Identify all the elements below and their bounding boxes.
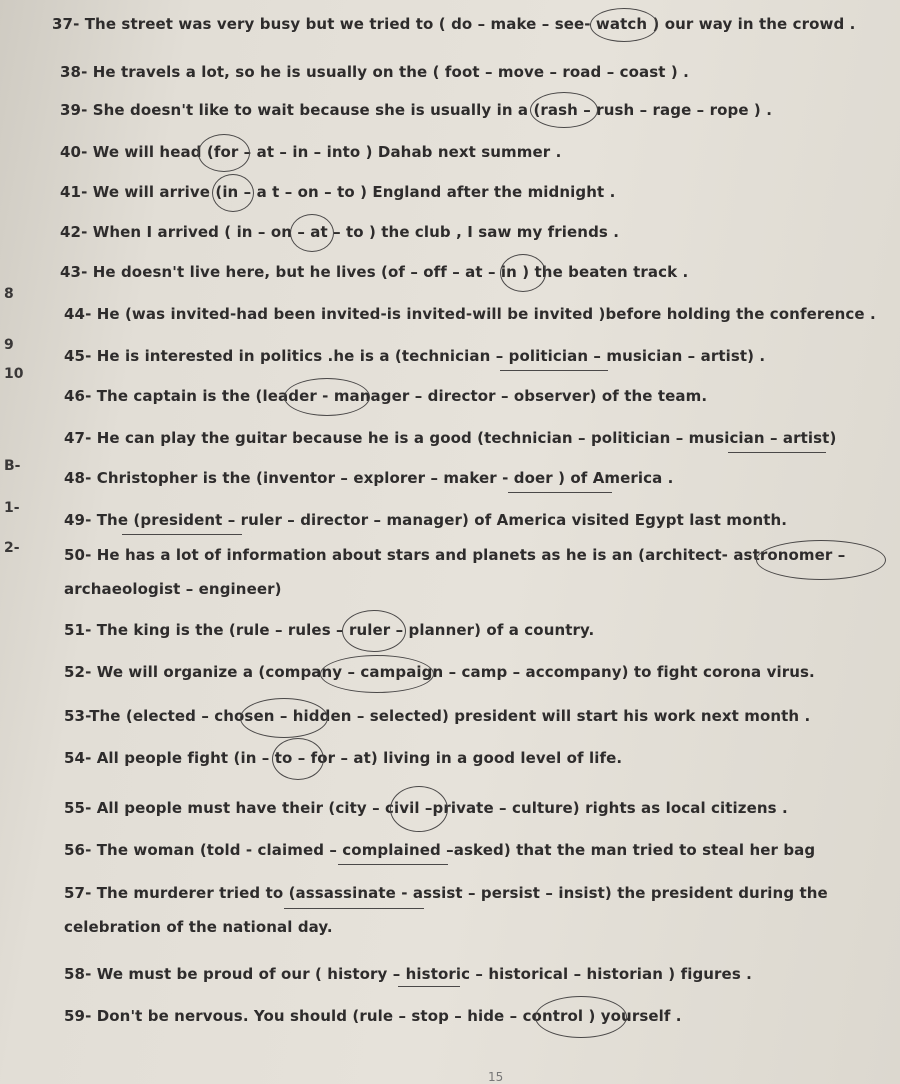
- answer-circle: [530, 92, 598, 128]
- answer-underline: [508, 492, 612, 493]
- question-59: 59- Don't be nervous. You should (rule – stop – hide – control ) yourself .: [64, 1007, 682, 1025]
- margin-mark: B-: [4, 458, 21, 474]
- question-47: 47- He can play the guitar because he is a good (technician – politician – musician – artist): [64, 429, 837, 447]
- question-55: 55- All people must have their (city – civil –private – culture) rights as local citizens .: [64, 799, 788, 817]
- margin-mark: 8: [4, 286, 14, 302]
- question-54: 54- All people fight (in – to – for – at) living in a good level of life.: [64, 749, 623, 767]
- question-40: 40- We will head (for – at – in – into ) Dahab next summer .: [60, 143, 562, 161]
- margin-mark: 9: [4, 337, 14, 353]
- question-58: 58- We must be proud of our ( history – historic – historical – historian ) figures .: [64, 965, 752, 983]
- question-39: 39- She doesn't like to wait because she is usually in a (rash – rush – rage – rope ) .: [60, 101, 773, 119]
- question-46: 46- The captain is the (leader - manager – director – observer) of the team.: [64, 387, 708, 405]
- answer-circle: [284, 378, 370, 416]
- question-51: 51- The king is the (rule – rules – ruler – planner) of a country.: [64, 621, 595, 639]
- question-50: 50- He has a lot of information about stars and planets as he is an (architect- astronomer – archaeologist – engineer): [64, 546, 846, 598]
- answer-circle: [290, 214, 334, 252]
- question-45: 45- He is interested in politics .he is a (technician – politician – musician – artist) .: [64, 347, 766, 365]
- answer-circle: [535, 996, 627, 1038]
- answer-underline: [398, 986, 460, 987]
- margin-mark: 2-: [4, 540, 20, 556]
- answer-underline: [500, 370, 608, 371]
- margin-mark: 10: [4, 366, 24, 382]
- question-48: 48- Christopher is the (inventor – explorer – maker - doer ) of America .: [64, 469, 674, 487]
- question-44: 44- He (was invited-had been invited-is invited-will be invited )before holding the conference .: [64, 305, 876, 323]
- question-49: 49- The (president – ruler – director – manager) of America visited Egypt last month.: [64, 511, 788, 529]
- margin-mark: 1-: [4, 500, 20, 516]
- answer-circle: [272, 738, 324, 780]
- answer-underline: [728, 452, 826, 453]
- question-42: 42- When I arrived ( in – on – at – to ) the club , I saw my friends .: [60, 223, 620, 241]
- question-53: 53-The (elected – chosen – hidden – selected) president will start his work next month .: [64, 707, 811, 725]
- answer-circle: [390, 786, 448, 832]
- question-52: 52- We will organize a (company – campaign – camp – accompany) to fight corona virus.: [64, 663, 815, 681]
- answer-circle: [240, 698, 328, 738]
- answer-circle: [500, 254, 546, 292]
- answer-underline: [284, 908, 424, 909]
- question-38: 38- He travels a lot, so he is usually on the ( foot – move – road – coast ) .: [60, 63, 689, 81]
- answer-underline: [122, 534, 242, 535]
- answer-underline: [338, 864, 448, 865]
- answer-circle: [342, 610, 406, 652]
- page-number: 15: [488, 1070, 504, 1084]
- question-41: 41- We will arrive (in – a t – on – to ) England after the midnight .: [60, 183, 616, 201]
- answer-circle: [320, 655, 434, 693]
- answer-circle: [212, 174, 254, 212]
- question-43: 43- He doesn't live here, but he lives (of – off – at – in ) the beaten track .: [60, 263, 689, 281]
- answer-circle: [590, 8, 658, 42]
- answer-circle: [198, 134, 250, 172]
- question-37: 37- The street was very busy but we tried to ( do – make – see- watch ) our way in the crowd .: [52, 15, 856, 33]
- question-57: 57- The murderer tried to (assassinate - assist – persist – insist) the president during the celebration of the national day.: [64, 884, 828, 936]
- answer-circle: [756, 540, 886, 580]
- question-56: 56- The woman (told - claimed – complained –asked) that the man tried to steal her bag: [64, 841, 816, 859]
